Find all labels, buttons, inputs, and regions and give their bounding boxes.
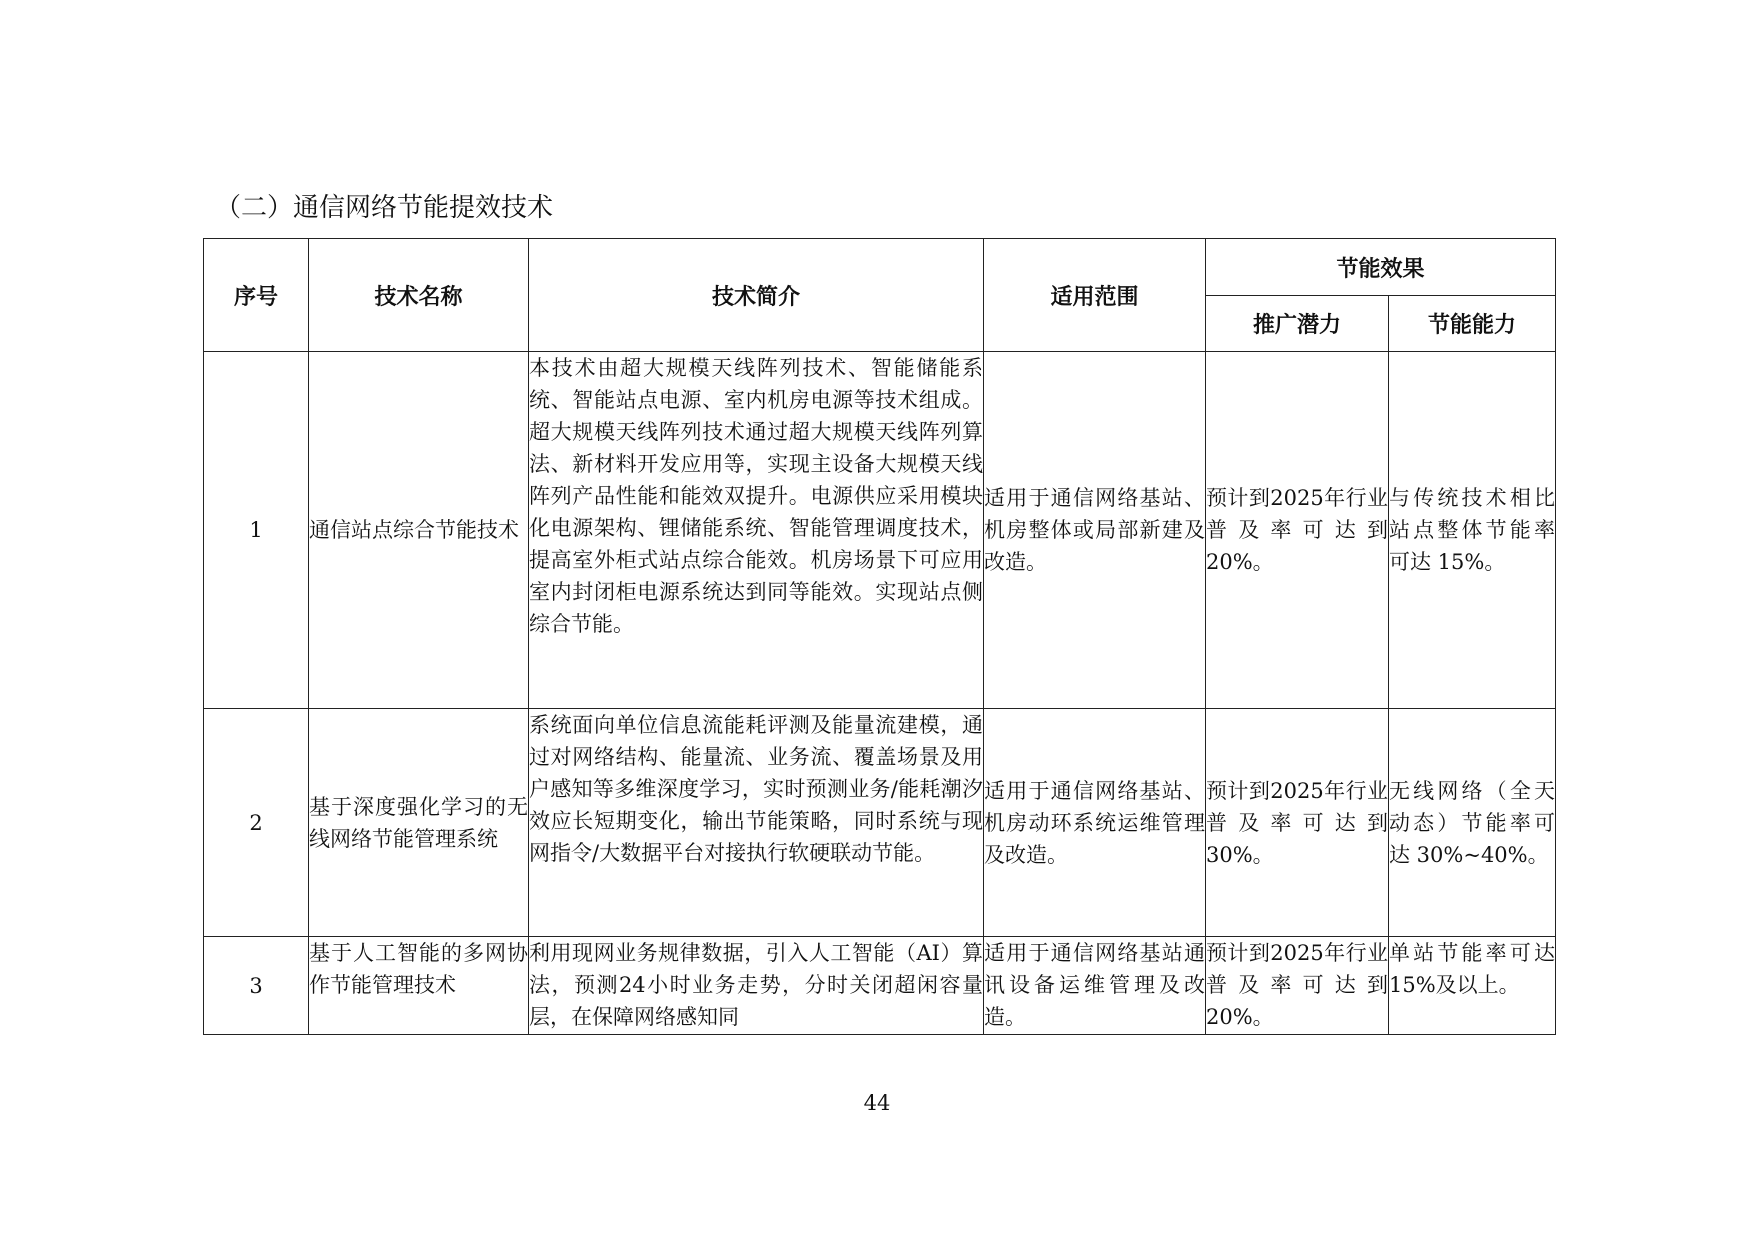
header-potential: 推广潜力 xyxy=(1206,296,1389,352)
row-capacity: 与传统技术相比站点整体节能率可达 15%。 xyxy=(1389,352,1556,709)
row-index: 3 xyxy=(204,937,309,1035)
row-scope: 适用于通信网络基站、机房整体或局部新建及改造。 xyxy=(984,352,1206,709)
row-capacity: 单站节能率可达 15%及以上。 xyxy=(1389,937,1556,1035)
tech-table xyxy=(203,238,1556,1035)
header-scope: 适用范围 xyxy=(984,239,1206,352)
section-title: （二）通信网络节能提效技术 xyxy=(215,193,554,223)
row-intro-text: 利用现网业务规律数据，引入人工智能（AI）算法，预测24小时业务走势，分时关闭超闲容量层，在保障网络感知同 xyxy=(529,941,983,1029)
table-row xyxy=(204,352,1556,709)
table-row xyxy=(204,709,1556,937)
row-name: 基于深度强化学习的无线网络节能管理系统 xyxy=(309,709,529,937)
row-name: 基于人工智能的多网协作节能管理技术 xyxy=(309,937,529,1035)
row-scope: 适用于通信网络基站、机房动环系统运维管理及改造。 xyxy=(984,709,1206,937)
table-row xyxy=(204,937,1556,1035)
row-index: 1 xyxy=(204,352,309,709)
row-intro-text: 本技术由超大规模天线阵列技术、智能储能系统、智能站点电源、室内机房电源等技术组成。超大规模天线阵列技术通过超大规模天线阵列算法、新材料开发应用等，实现主设备大规模天线阵列产品性能和能效双提升。电源供应采用模块化电源架构、锂储能系统、智能管理调度技术，提高室外柜式站点综合能效。机房场景下可应用室内封闭柜电源系统达到同等能效。实现站点侧综合节能。 xyxy=(529,356,983,636)
row-name: 通信站点综合节能技术 xyxy=(309,352,529,709)
row-scope: 适用于通信网络基站通讯设备运维管理及改造。 xyxy=(984,937,1206,1035)
row-index: 2 xyxy=(204,709,309,937)
header-name: 技术名称 xyxy=(309,239,529,352)
row-intro xyxy=(529,709,984,937)
row-intro xyxy=(529,352,984,709)
header-capacity: 节能能力 xyxy=(1389,296,1556,352)
row-potential: 预计到2025年行业普及率可达到30%。 xyxy=(1206,709,1389,937)
row-intro xyxy=(529,937,984,1035)
page-number: 44 xyxy=(863,1091,891,1115)
row-capacity: 无线网络（全天动态）节能率可达 30%~40%。 xyxy=(1389,709,1556,937)
header-effect: 节能效果 xyxy=(1206,239,1556,296)
row-intro-text: 系统面向单位信息流能耗评测及能量流建模，通过对网络结构、能量流、业务流、覆盖场景及用户感知等多维深度学习，实时预测业务/能耗潮汐效应长短期变化，输出节能策略，同时系统与现网指令/大数据平台对接执行软硬联动节能。 xyxy=(529,713,983,865)
row-potential: 预计到2025年行业普及率可达到20%。 xyxy=(1206,352,1389,709)
row-potential: 预计到2025年行业普及率可达到20%。 xyxy=(1206,937,1389,1035)
header-intro: 技术简介 xyxy=(529,239,984,352)
header-index: 序号 xyxy=(204,239,309,352)
